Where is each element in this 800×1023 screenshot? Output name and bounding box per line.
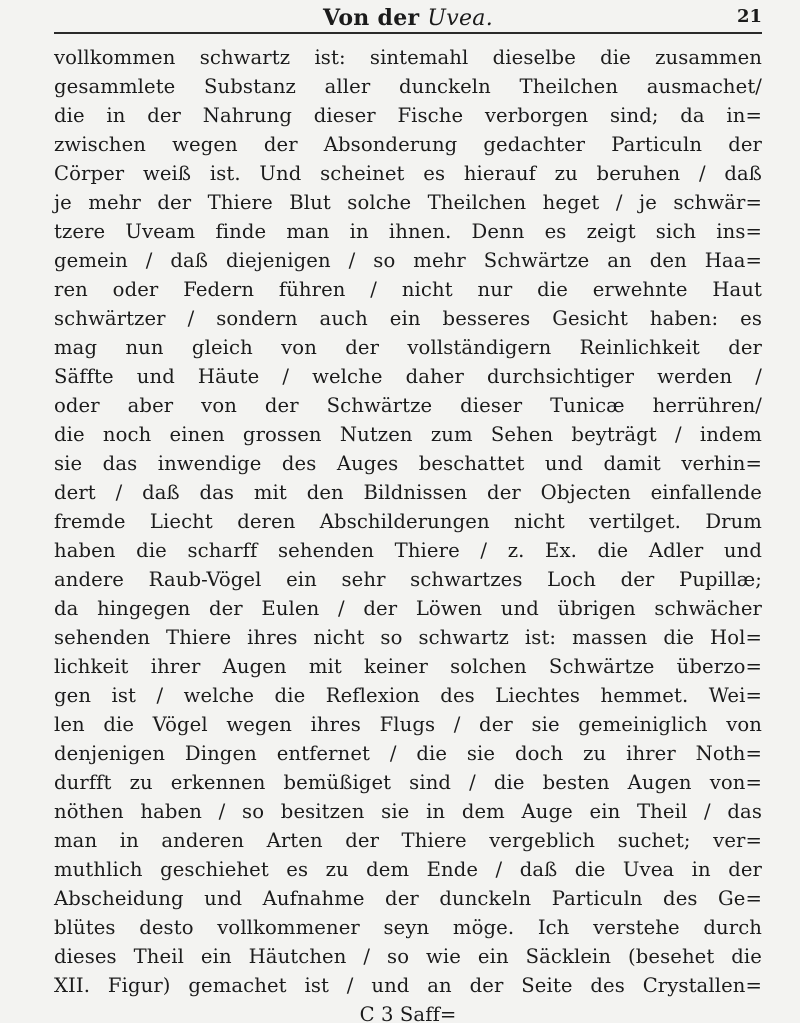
- running-head-italic: Uvea.: [427, 6, 494, 31]
- text-line: Cörper weiß ist. Und scheinet es hierauf zu beruhen / daß: [54, 162, 762, 185]
- text-line: man in anderen Arten der Thiere vergeblich suchet; ver=: [54, 829, 762, 852]
- text-line: tzere Uveam finde man in ihnen. Denn es zeigt sich ins=: [54, 220, 762, 243]
- text-line: Säffte und Häute / welche daher durchsichtiger werden /: [54, 365, 762, 388]
- text-line: fremde Liecht deren Abschilderungen nicht vertilget. Drum: [54, 510, 762, 533]
- text-line: lichkeit ihrer Augen mit keiner solchen Schwärtze überzo=: [54, 655, 762, 678]
- text-line: haben die scharff sehenden Thiere / z. Ex. die Adler und: [54, 539, 762, 562]
- text-line: andere Raub-Vögel ein sehr schwartzes Loch der Pupillæ;: [54, 568, 762, 591]
- text-line: sehenden Thiere ihres nicht so schwartz ist: massen die Hol=: [54, 626, 762, 649]
- running-head: [54, 5, 762, 31]
- text-line: blütes desto vollkommener seyn möge. Ich verstehe durch: [54, 916, 762, 939]
- text-line: gen ist / welche die Reflexion des Liechtes hemmet. Wei=: [54, 684, 762, 707]
- text-line: ren oder Federn führen / nicht nur die erwehnte Haut: [54, 278, 762, 301]
- text-line: je mehr der Thiere Blut solche Theilchen heget / je schwär=: [54, 191, 762, 214]
- text-line: die noch einen grossen Nutzen zum Sehen beyträgt / indem: [54, 423, 762, 446]
- signature-mark: C 3: [359, 1003, 394, 1023]
- text-line: die in der Nahrung dieser Fische verborgen sind; da in=: [54, 104, 762, 127]
- running-head-prefix: Von der: [322, 5, 420, 31]
- text-line: XII. Figur) gemachet ist / und an der Seite des Crystallen=: [54, 974, 762, 997]
- text-line: zwischen wegen der Absonderung gedachter Particuln der: [54, 133, 762, 156]
- text-line: mag nun gleich von der vollständigern Reinlichkeit der: [54, 336, 762, 359]
- body-text: [54, 42, 762, 1023]
- header-rule: [54, 32, 762, 34]
- text-line: gemein / daß diejenigen / so mehr Schwärtze an den Haa=: [54, 249, 762, 272]
- catchword-line: [54, 999, 762, 1023]
- page-number: 21: [736, 6, 762, 27]
- text-line: sie das inwendige des Auges beschattet und damit verhin=: [54, 452, 762, 475]
- text-line: len die Vögel wegen ihres Flugs / der sie gemeiniglich von: [54, 713, 762, 736]
- catchword: Saff=: [399, 1003, 457, 1023]
- text-line: oder aber von der Schwärtze dieser Tunicæ herrühren/: [54, 394, 762, 417]
- text-line: da hingegen der Eulen / der Löwen und übrigen schwächer: [54, 597, 762, 620]
- page-header: [54, 0, 762, 34]
- text-line: durfft zu erkennen bemüßiget sind / die besten Augen von=: [54, 771, 762, 794]
- text-line: denjenigen Dingen entfernet / die sie doch zu ihrer Noth=: [54, 742, 762, 765]
- text-line: muthlich geschiehet es zu dem Ende / daß die Uvea in der: [54, 858, 762, 881]
- text-line: dieses Theil ein Häutchen / so wie ein Säcklein (besehet die: [54, 945, 762, 968]
- text-line: Abscheidung und Aufnahme der dunckeln Particuln des Ge=: [54, 887, 762, 910]
- text-line: vollkommen schwartz ist: sintemahl dieselbe die zusammen: [54, 46, 762, 69]
- text-line: schwärtzer / sondern auch ein besseres Gesicht haben: es: [54, 307, 762, 330]
- text-line: dert / daß das mit den Bildnissen der Objecten einfallende: [54, 481, 762, 504]
- text-line: nöthen haben / so besitzen sie in dem Auge ein Theil / das: [54, 800, 762, 823]
- text-line: gesammlete Substanz aller dunckeln Theilchen ausmachet/: [54, 75, 762, 98]
